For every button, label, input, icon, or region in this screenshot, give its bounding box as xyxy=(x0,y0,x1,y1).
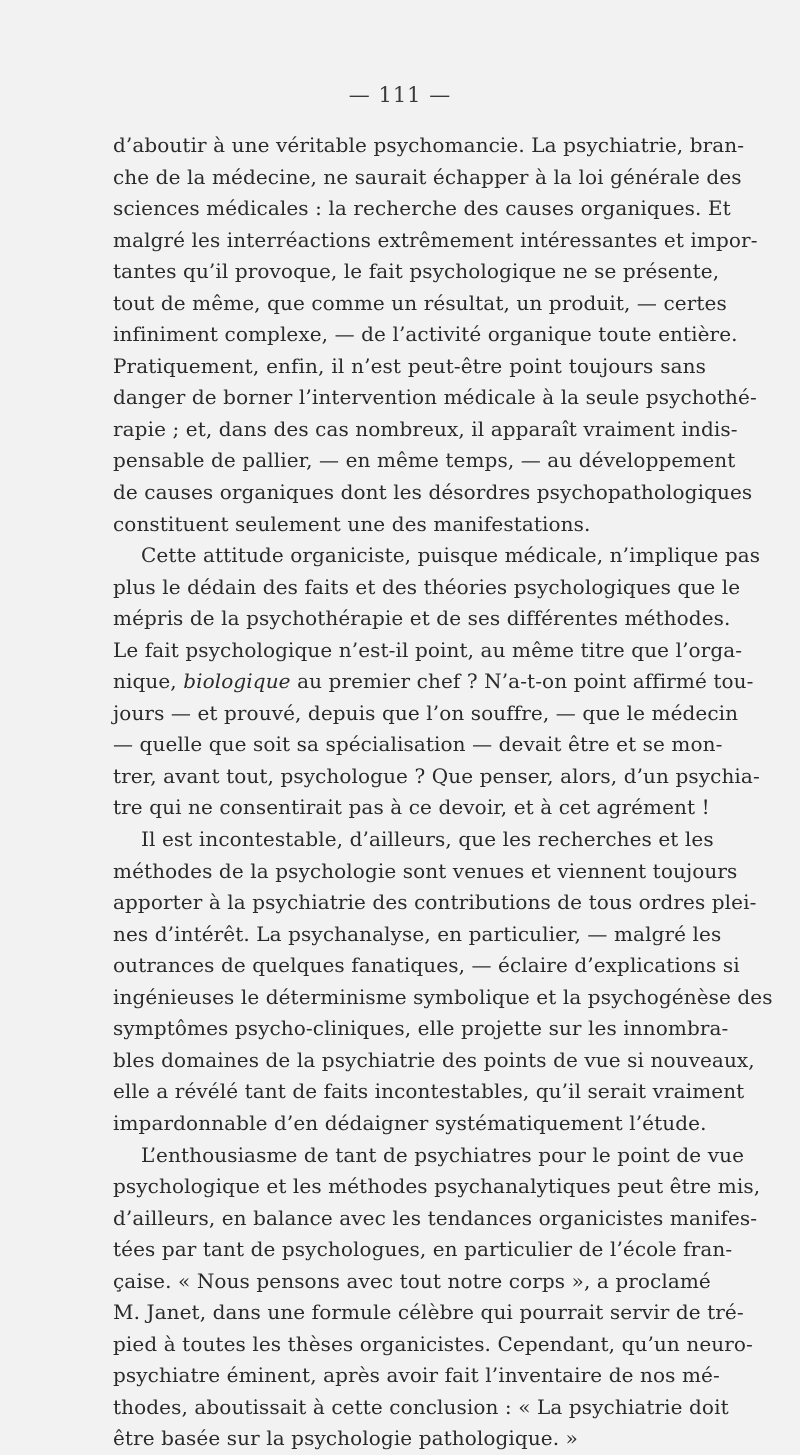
text-segment: pied à toutes les thèses organicistes. Cependant, qu’un neuro- xyxy=(113,1331,753,1356)
text-segment: de causes organiques dont les désordres psychopathologiques xyxy=(113,480,753,505)
text-segment: Pratiquement, enfin, il n’est peut-être point toujours sans xyxy=(113,353,706,378)
text-line xyxy=(113,1392,729,1424)
text-line xyxy=(113,1171,761,1203)
text-segment: nes d’intérêt. La psychanalyse, en particulier, — malgré les xyxy=(113,921,722,946)
text-segment: Cette attitude organiciste, puisque médicale, n’implique pas xyxy=(141,543,761,568)
text-line xyxy=(113,1013,729,1045)
text-segment: mépris de la psychothérapie et de ses différentes méthodes. xyxy=(113,606,731,631)
text-segment: che de la médecine, ne saurait échapper à la loi générale des xyxy=(113,164,742,189)
text-segment: Le fait psychologique n’est-il point, au même titre que l’orga- xyxy=(113,637,743,662)
text-line xyxy=(113,1423,706,1455)
text-line xyxy=(113,1266,711,1298)
text-segment: au premier chef ? N’a-t-on point affirmé tou- xyxy=(290,669,754,694)
text-line xyxy=(113,1297,744,1329)
text-line xyxy=(113,162,742,194)
text-segment: bles domaines de la psychiatrie des points de vue si nouveaux, xyxy=(113,1047,755,1072)
text-segment: Il est incontestable, d’ailleurs, que les recherches et les xyxy=(141,827,714,852)
text-segment: tout de même, que comme un résultat, un produit, — certes xyxy=(113,290,727,315)
italic-term: biologique xyxy=(183,669,291,694)
text-line xyxy=(113,950,740,982)
text-segment: ingénieuses le déterminisme symbolique et la psychogénèse des xyxy=(113,984,773,1009)
text-segment: méthodes de la psychologie sont venues et viennent toujours xyxy=(113,858,738,883)
text-segment: L’enthousiasme de tant de psychiatres pour le point de vue xyxy=(141,1142,745,1167)
text-line xyxy=(113,824,714,856)
text-segment: tantes qu’il provoque, le fait psychologique ne se présente, xyxy=(113,259,720,284)
text-line xyxy=(113,509,706,541)
text-segment: psychologique et les méthodes psychanalytiques peut être mis, xyxy=(113,1174,761,1199)
paragraph xyxy=(113,540,761,824)
text-segment: pensable de pallier, — en même temps, — au développement xyxy=(113,448,736,473)
text-segment: malgré les interréactions extrêmement intéressantes et impor- xyxy=(113,227,758,252)
text-line xyxy=(113,887,757,919)
text-line xyxy=(113,572,741,604)
text-line xyxy=(113,603,731,635)
text-line xyxy=(113,666,754,698)
text-line xyxy=(113,256,720,288)
text-line xyxy=(113,351,706,383)
text-segment: constituent seulement une des manifestations. xyxy=(113,511,591,536)
paragraph xyxy=(113,1140,761,1455)
text-segment: thodes, aboutissait à cette conclusion : « La psychiatrie doit xyxy=(113,1394,729,1419)
text-line xyxy=(113,1140,745,1172)
text-line xyxy=(113,1360,720,1392)
text-line xyxy=(113,1108,706,1140)
text-segment: psychiatre éminent, après avoir fait l’inventaire de nos mé- xyxy=(113,1363,720,1388)
text-segment: tées par tant de psychologues, en particulier de l’école fran- xyxy=(113,1237,733,1262)
text-line xyxy=(113,382,757,414)
page-number: — 111 — xyxy=(348,83,452,107)
text-line xyxy=(113,1045,755,1077)
text-segment: infiniment complexe, — de l’activité organique toute entière. xyxy=(113,322,738,347)
text-line xyxy=(113,919,722,951)
text-segment: impardonnable d’en dédaigner systématiquement l’étude. xyxy=(113,1110,707,1135)
text-segment: d’ailleurs, en balance avec les tendances organicistes manifes- xyxy=(113,1205,758,1230)
text-line xyxy=(113,130,745,162)
text-segment: sciences médicales : la recherche des causes organiques. Et xyxy=(113,196,731,221)
text-line xyxy=(113,445,736,477)
text-segment: M. Janet, dans une formule célèbre qui pourrait servir de tré- xyxy=(113,1300,744,1325)
text-segment: danger de borner l’intervention médicale à la seule psychothé- xyxy=(113,385,757,410)
text-line xyxy=(113,635,743,667)
text-segment: d’aboutir à une véritable psychomancie. La psychiatrie, bran- xyxy=(113,133,745,157)
text-segment: tre qui ne consentirait pas à ce devoir, et à cet agrément ! xyxy=(113,795,710,820)
text-line xyxy=(113,792,710,824)
text-line xyxy=(113,761,760,793)
text-segment: elle a révélé tant de faits incontestables, qu’il serait vraiment xyxy=(113,1079,745,1104)
text-line xyxy=(113,1329,753,1361)
text-line xyxy=(113,982,773,1014)
text-line xyxy=(113,288,727,320)
text-segment: çaise. « Nous pensons avec tout notre corps », a proclamé xyxy=(113,1268,711,1293)
text-line xyxy=(113,856,738,888)
text-line xyxy=(113,1076,745,1108)
text-segment: jours — et prouvé, depuis que l’on souffre, — que le médecin xyxy=(113,700,739,725)
text-line xyxy=(113,1203,758,1235)
text-line xyxy=(113,540,761,572)
body-text xyxy=(113,130,773,1455)
text-line xyxy=(113,1234,733,1266)
text-line xyxy=(113,225,758,257)
text-segment: plus le dédain des faits et des théories psychologiques que le xyxy=(113,574,741,599)
text-line xyxy=(113,414,738,446)
text-line xyxy=(113,698,739,730)
text-line xyxy=(113,477,753,509)
text-segment: symptômes psycho-cliniques, elle projette sur les innombra- xyxy=(113,1016,729,1041)
text-segment: nique, xyxy=(113,669,184,694)
text-segment: rapie ; et, dans des cas nombreux, il apparaît vraiment indis- xyxy=(113,416,738,441)
text-segment: apporter à la psychiatrie des contributions de tous ordres plei- xyxy=(113,890,757,915)
text-line xyxy=(113,193,731,225)
paragraph xyxy=(113,824,773,1139)
text-line xyxy=(113,319,738,351)
paragraph xyxy=(113,130,758,540)
text-segment: — quelle que soit sa spécialisation — devait être et se mon- xyxy=(113,732,723,757)
text-segment: outrances de quelques fanatiques, — éclaire d’explications si xyxy=(113,953,740,978)
text-line xyxy=(113,729,723,761)
text-segment: être basée sur la psychologie pathologique. » xyxy=(113,1426,578,1451)
text-segment: trer, avant tout, psychologue ? Que penser, alors, d’un psychia- xyxy=(113,763,760,788)
